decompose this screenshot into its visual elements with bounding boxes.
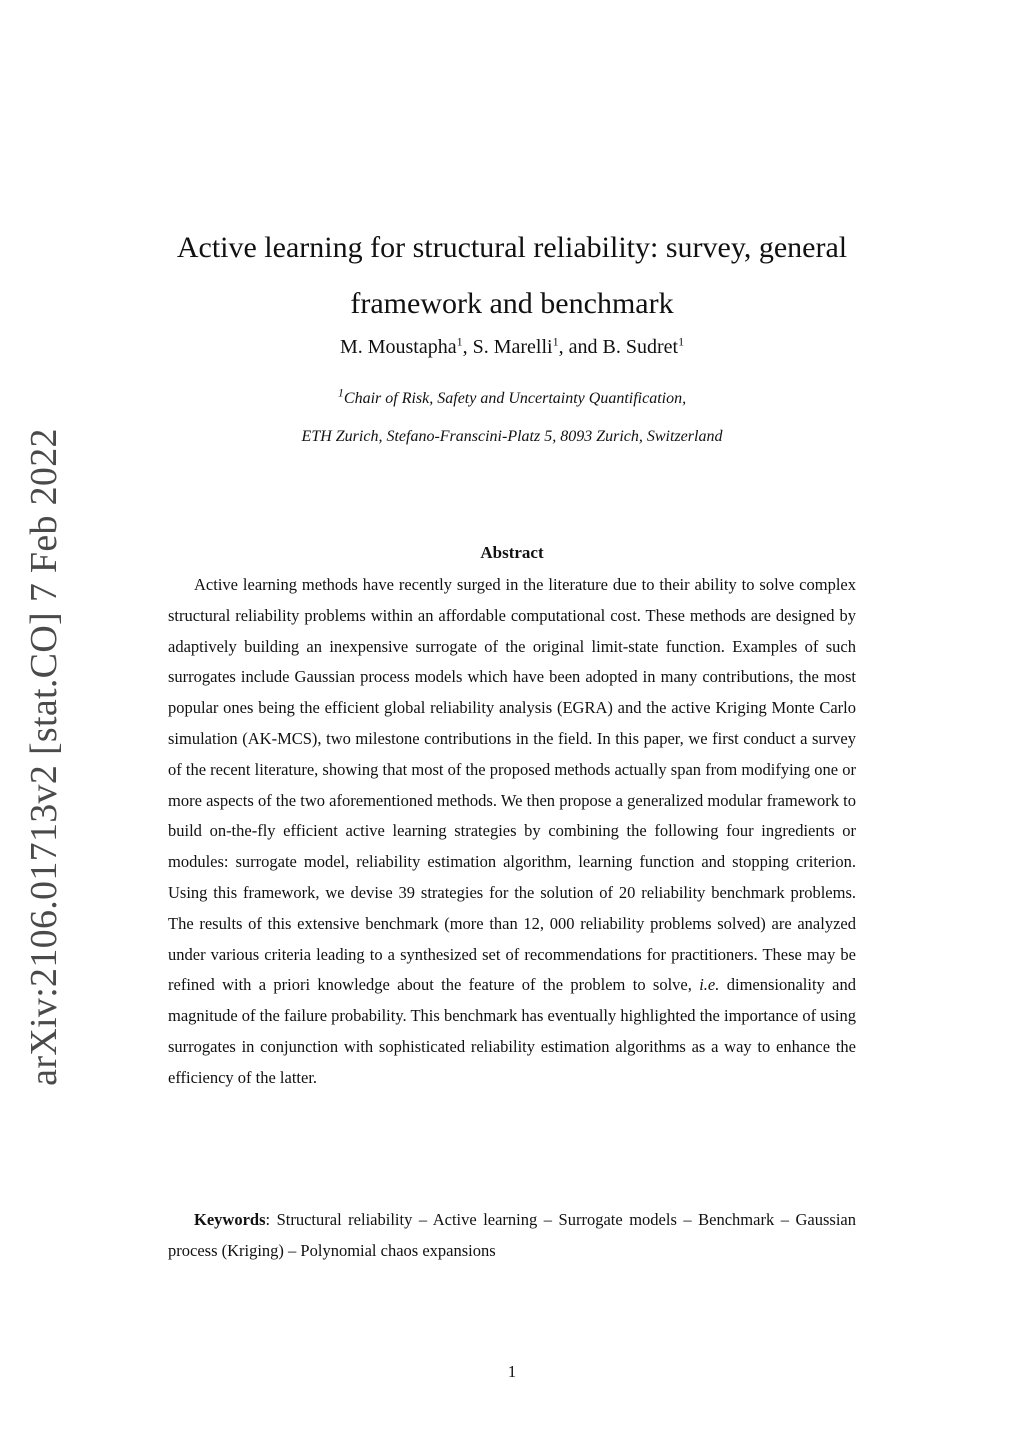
abstract-heading: Abstract [480,543,544,563]
author-list [150,336,874,359]
author-separator: , [462,336,473,358]
author-name: B. Sudret [602,336,679,358]
keywords-text: : Structural reliability – Active learning – Surrogate models – Benchmark – Gaussian process (Kriging) – Polynomial chaos expansions [168,1210,856,1260]
keywords-label: Keywords [194,1210,266,1229]
paper-title: Active learning for structural reliability: survey, general framework and benchmark [176,231,848,321]
abstract-text-part-1: Active learning methods have recently surged in the literature due to their ability to solve complex structural reliability problems within an affordable computational cost. These methods are designed by adaptively building an inexpensive surrogate of the original limit-state function. Examples of such surrogates include Gaussian process models which have been adopted in many contributions, the most popular ones being the efficient global reliability analysis (EGRA) and the active Kriging Monte Carlo simulation (AK-MCS), two milestone contributions in the field. In this paper, we first conduct a survey of the recent literature, showing that most of the proposed methods actually span from modifying one or more aspects of the two aforementioned methods. We then propose a generalized modular framework to build on-the-fly efficient active learning strategies by combining the following four ingredients or modules: surrogate model, reliability estimation algorithm, learning function and stopping criterion. Using this framework, we devise 39 strategies for the solution of 20 reliability benchmark problems. The results of this extensive benchmark (more than 12, 000 reliability problems solved) are analyzed under various criteria leading to a synthesized set of recommendations for practitioners. These may be refined with a priori knowledge about the feature of the problem to solve, [168,575,856,995]
author-name: S. Marelli [472,336,553,358]
page-number: 1 [507,1362,517,1381]
author-separator: , and [558,336,603,358]
arxiv-stamp: arXiv:2106.01713v2 [stat.CO] 7 Feb 2022 [23,428,65,1086]
author-name: M. Moustapha [339,336,457,358]
keywords [168,1204,856,1266]
abstract-ie-abbrev: i.e. [699,975,720,995]
affiliation-line-2: ETH Zurich, Stefano-Franscini-Platz 5, 8093 Zurich, Switzerland [301,428,723,445]
author-affiliation-mark: 1 [678,334,685,349]
affiliation-mark: 1 [337,385,344,400]
affiliation-text: Chair of Risk, Safety and Uncertainty Quantification, [343,390,687,407]
affiliation-line-1 [150,385,874,408]
abstract-text-part-2: dimensionality and magnitude of the failure probability. This benchmark has eventually highlighted the importance of using surrogates in conjunction with sophisticated reliability estimation algorithms as a way to enhance the efficiency of the latter. [168,975,856,1087]
author-affiliation-mark: 1 [456,334,463,349]
author-affiliation-mark: 1 [552,334,559,349]
abstract-body [168,570,856,1094]
